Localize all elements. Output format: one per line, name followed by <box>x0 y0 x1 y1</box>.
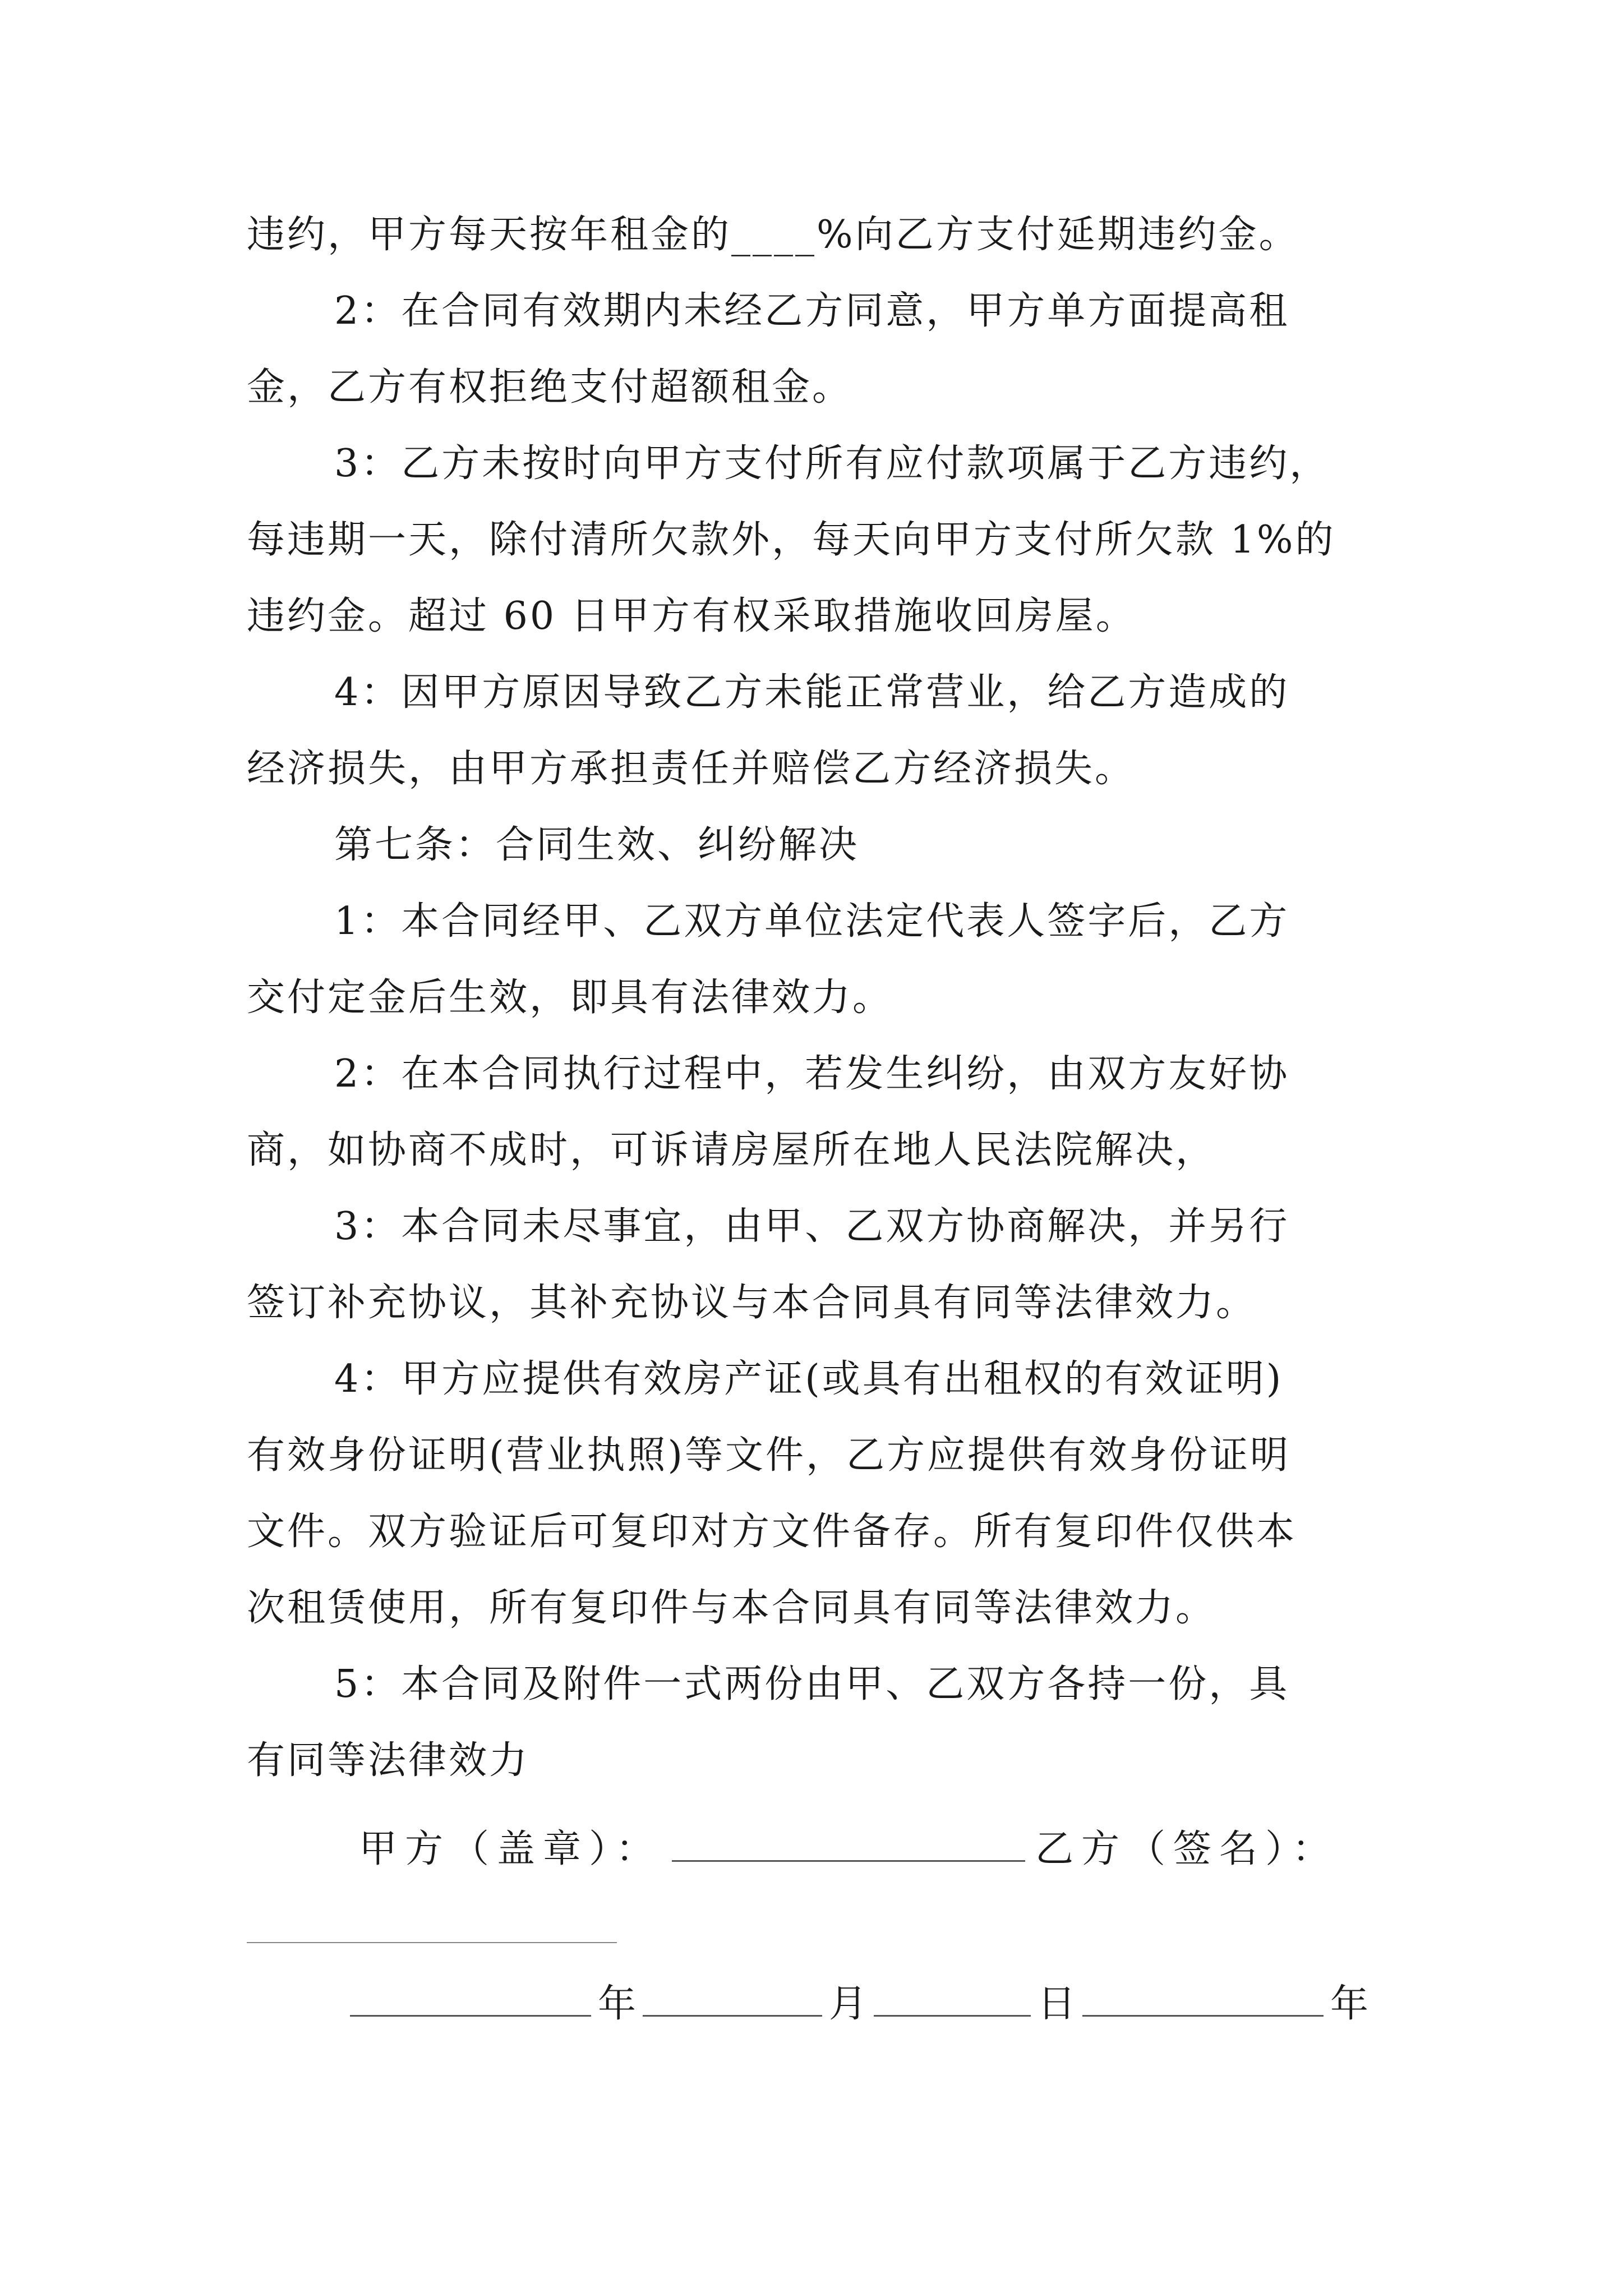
year-label: 年 <box>598 1982 637 2026</box>
paragraph-line: 2：在本合同执行过程中，若发生纠纷，由双方友好协 <box>334 1052 1290 1096</box>
paragraph-line: 违约金。超过 60 日甲方有权采取措施收回房屋。 <box>247 594 1136 638</box>
paragraph-line: 商，如协商不成时，可诉请房屋所在地人民法院解决， <box>247 1128 1216 1172</box>
day-blank[interactable] <box>874 1980 1031 2017</box>
month-label: 月 <box>829 1982 868 2026</box>
paragraph-line: 交付定金后生效，即具有法律效力。 <box>247 976 893 1020</box>
paragraph-line: 文件。双方验证后可复印对方文件备存。所有复印件仅供本 <box>247 1510 1297 1554</box>
day-label: 日 <box>1038 1982 1076 2026</box>
paragraph-line: 有同等法律效力 <box>247 1738 530 1783</box>
date-line <box>343 1979 1386 2030</box>
signature-line <box>359 1824 1385 1875</box>
paragraph-line: 违约，甲方每天按年租金的____%向乙方支付延期违约金。 <box>247 213 1299 257</box>
paragraph-line: 1：本合同经甲、乙双方单位法定代表人签字后，乙方 <box>334 899 1290 944</box>
paragraph-line: 金，乙方有权拒绝支付超额租金。 <box>247 365 853 409</box>
party-a-label: 甲方（盖章）： <box>359 1827 662 1871</box>
paragraph-line: 签订补充协议，其补充协议与本合同具有同等法律效力。 <box>247 1281 1257 1325</box>
paragraph-line: 有效身份证明(营业执照)等文件，乙方应提供有效身份证明 <box>247 1433 1291 1478</box>
party-b-blank-continued[interactable] <box>247 1942 617 1943</box>
paragraph-line: 经济损失，由甲方承担责任并赔偿乙方经济损失。 <box>247 747 1136 791</box>
party-b-label: 乙方（签名）： <box>1035 1827 1339 1871</box>
paragraph-line: 每违期一天，除付清所欠款外，每天向甲方支付所欠款 1%的 <box>247 518 1336 562</box>
paragraph-line: 4：因甲方原因导致乙方未能正常营业，给乙方造成的 <box>334 670 1290 715</box>
party-a-blank[interactable] <box>672 1825 1025 1862</box>
paragraph-line: 4：甲方应提供有效房产证(或具有出租权的有效证明) <box>334 1357 1284 1401</box>
paragraph-line: 3：乙方未按时向甲方支付所有应付款项属于乙方违约， <box>334 441 1330 486</box>
paragraph-line: 次租赁使用，所有复印件与本合同具有同等法律效力。 <box>247 1586 1216 1630</box>
month-blank[interactable] <box>643 1980 822 2017</box>
paragraph-line: 3：本合同未尽事宜，由甲、乙双方协商解决，并另行 <box>334 1204 1290 1249</box>
year-blank[interactable] <box>350 1980 591 2017</box>
second-year-label: 年 <box>1330 1982 1369 2026</box>
paragraph-line: 5：本合同及附件一式两份由甲、乙双方各持一份，具 <box>334 1662 1290 1706</box>
section-heading: 第七条：合同生效、纠纷解决 <box>334 823 860 867</box>
paragraph-line: 2：在合同有效期内未经乙方同意，甲方单方面提高租 <box>334 289 1290 333</box>
second-year-blank[interactable] <box>1082 1980 1324 2017</box>
